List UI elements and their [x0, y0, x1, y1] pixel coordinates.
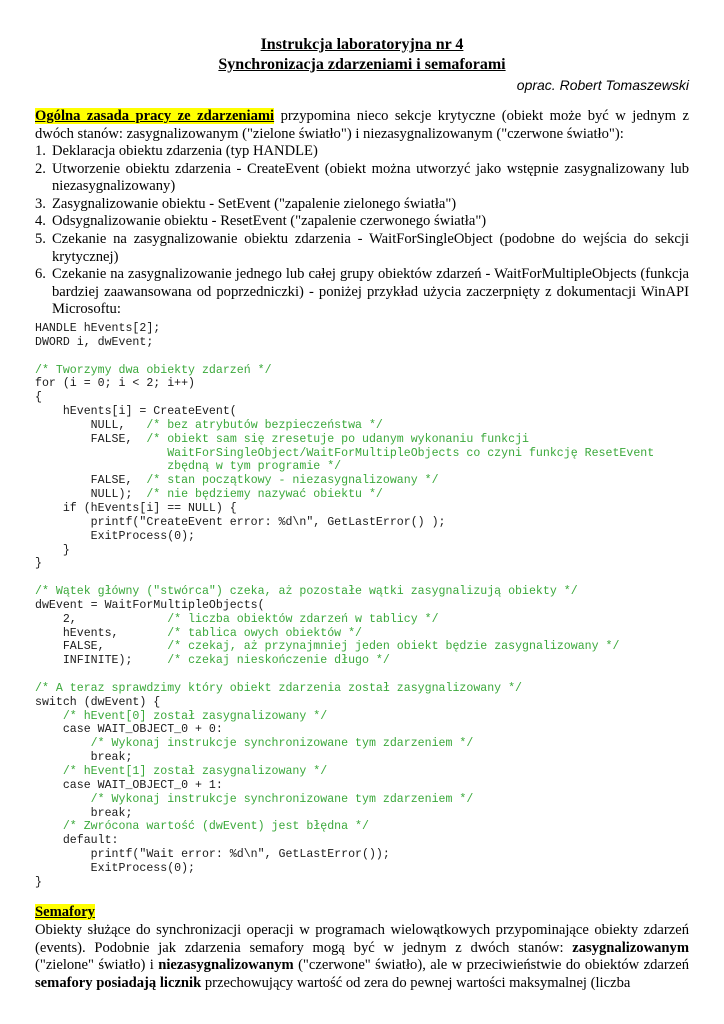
document-subtitle: Synchronizacja zdarzeniami i semaforami — [218, 56, 506, 73]
steps-list — [35, 143, 689, 319]
list-item: 1. Deklaracja obiektu zdarzenia (typ HANDLE) — [35, 143, 318, 159]
code-listing: HANDLE hEvents[2]; DWORD i, dwEvent; /* Tworzymy dwa obiekty zdarzeń */ for (i = 0; i < 2; i++) { hEvents[i] = CreateEvent( NULL, /* bez atrybutów bezpieczeństwa */ FALSE, /* obiekt sam się zresetuje po udanym wykonaniu funkcji WaitForSingleObject/WaitForMultipleObjects co czyni funkcję ResetEvent zbędną w tym programie */ FALSE, /* stan początkowy - niezasygnalizowany */ NULL); /* nie będziemy nazywać obiektu */ if (hEvents[i] == NULL) { printf("CreateEvent error: %d\n", GetLastError() ); ExitProcess(0); } } /* Wątek główny ("stwórca") czeka, aż pozostałe wątki zasygnalizują obiekty */ dwEvent = WaitForMultipleObjects( 2, /* liczba obiektów zdarzeń w tablicy */ hEvents, /* tablica owych obiektów */ FALSE, /* czekaj, aż przynajmniej jeden obiekt będzie zasygnalizowany */ INFINITE); /* czekaj nieskończenie długo */ /* A teraz sprawdzimy który obiekt zdarzenia został zasygnalizowany */ switch (dwEvent) { /* hEvent[0] został zasygnalizowany */ case WAIT_OBJECT_0 + 0: /* Wykonaj instrukcje synchronizowane tym zdarzeniem */ break; /* hEvent[1] został zasygnalizowany */ case WAIT_OBJECT_0 + 1: /* Wykonaj instrukcje synchronizowane tym zdarzeniem */ break; /* Zwrócona wartość (dwEvent) jest błędna */ default: printf("Wait error: %d\n", GetLastError()); ExitProcess(0); } — [35, 322, 655, 889]
highlighted-heading: Ogólna zasada pracy ze zdarzeniami — [35, 108, 275, 124]
list-item: 4. Odsygnalizowanie obiektu - ResetEvent ("zapalenie czerwonego światła") — [35, 213, 487, 230]
list-item: 2. Utworzenie obiektu zdarzenia - CreateEvent (obiekt można utworzyć jako wstępnie zasygnalizowany lub niezasygnalizowany) — [35, 160, 689, 195]
list-item: 6. Czekanie na zasygnalizowanie jednego lub całej grupy obiektów zdarzeń - WaitForMultipleObjects (funkcja bardziej zaawansowana od poprzedniczki) - poniżej przykład użycia zaczerpnięty z dokumentacji WinAPI Microsoftu: — [35, 266, 689, 318]
author-line: oprac. Robert Tomaszewski — [516, 77, 689, 93]
intro-paragraph — [35, 108, 689, 143]
list-item: 3. Zasygnalizowanie obiektu - SetEvent ("zapalenie zielonego światła") — [35, 195, 457, 212]
semafory-paragraph: Obiekty służące do synchronizacji operacji w programach wielowątkowych przypominające obiekty zdarzeń (events). Podobnie jak zdarzenia semafory mogą być w jednym z dwóch stanów: zasygnalizowanym ("zielone" światło) i niezasygnalizowanym ("czerwone" światło), ale w przeciwieństwie do obiektów zdarzeń semafory posiadają licznik przechowujący wartość od zera do pewnej wartości maksymalnej (liczba — [35, 922, 689, 991]
document-title: Instrukcja laboratoryjna nr 4 — [260, 36, 464, 53]
section-heading-semafory: Semafory — [35, 904, 95, 920]
list-item: 5. Czekanie na zasygnalizowanie obiektu zdarzenia - WaitForSingleObject (podobne do wejścia do sekcji krytycznej) — [35, 230, 689, 265]
intro-text: przypomina nieco sekcje krytyczne (obiekt może być w jednym z dwóch stanów: zasygnalizowanym ("zielone światło") i niezasygnalizowanym ("czerwone światło"): — [35, 108, 689, 142]
